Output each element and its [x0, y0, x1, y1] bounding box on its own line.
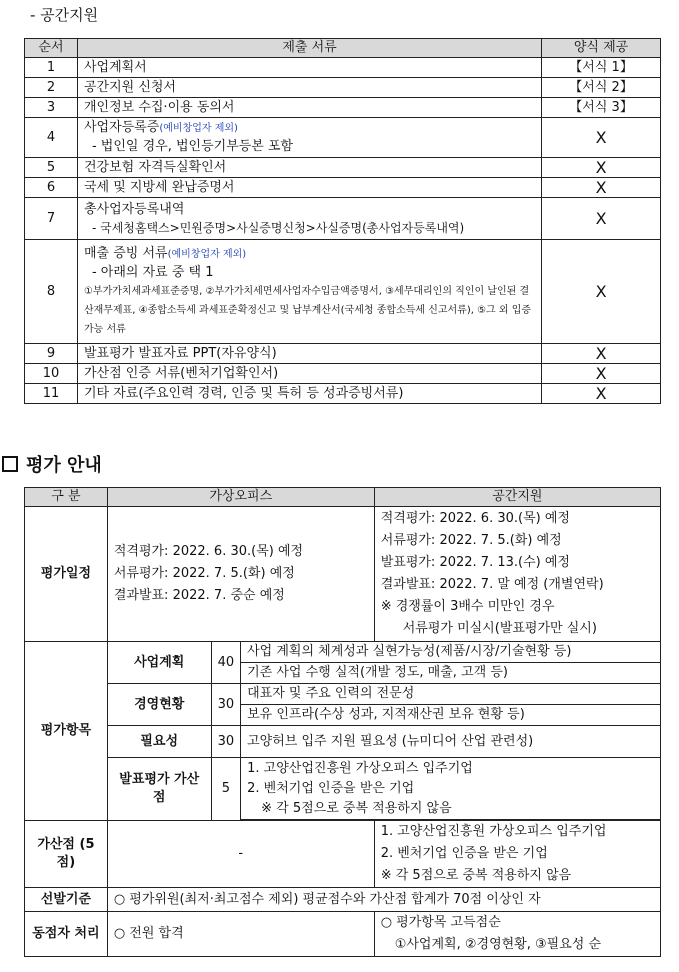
table-row: [25, 344, 661, 364]
item-name: 사업계획: [107, 642, 211, 684]
eval-section-heading: [2, 451, 102, 477]
header-space-support: 공간지원: [374, 488, 660, 507]
row-document: 국세 및 지방세 완납증명서: [77, 178, 541, 198]
doc-note: (예비창업자 제외): [159, 123, 238, 134]
table-row: [25, 178, 661, 198]
row-document: 공간지원 신청서: [77, 78, 541, 98]
table-row: [25, 158, 661, 178]
schedule-label: 평가일정: [25, 507, 108, 642]
header-order: 순서: [25, 39, 78, 58]
item-name: 발표평가 가산점: [107, 758, 211, 821]
item-desc: 사업 계획의 체계성과 실현가능성(제품/시장/기술현황 등): [241, 642, 661, 663]
header-form: 양식 제공: [542, 39, 661, 58]
item-desc-line: 2. 벤처기업 인증을 받은 기업: [247, 780, 415, 796]
row-document: 기타 자료(주요인력 경력, 인증 및 특허 등 성과증빙서류): [77, 384, 541, 404]
item-desc: 보유 인프라(수상 성과, 지적재산권 보유 현황 등): [241, 705, 661, 726]
bonus-label: 가산점 (5점): [25, 821, 108, 888]
table-row: [25, 118, 661, 158]
virtual-schedule: [107, 507, 374, 642]
row-document: 사업계획서: [77, 58, 541, 78]
row-document: 건강보험 자격득실확인서: [77, 158, 541, 178]
header-category: 구 분: [25, 488, 108, 507]
checkbox-square-icon: [2, 456, 18, 472]
table-row: [25, 364, 661, 384]
row-number: 4: [25, 118, 78, 158]
row-form: X: [542, 158, 661, 178]
evaluation-table: [24, 487, 661, 957]
row-number: 11: [25, 384, 78, 404]
tie-line: ①사업계획, ②경영현황, ③필요성 순: [394, 937, 602, 952]
row-form: X: [542, 118, 661, 158]
schedule-line: 서류평가: 2022. 7. 5.(화) 예정: [380, 533, 562, 548]
header-document: 제출 서류: [77, 39, 541, 58]
items-label: 평가항목: [25, 642, 108, 821]
table-header-row: [25, 39, 661, 58]
item-desc: [241, 758, 661, 820]
item-score: 40: [211, 642, 241, 684]
item-desc-line: 1. 고양산업진흥원 가상오피스 입주기업: [247, 760, 473, 776]
criteria-label: 선발기준: [25, 888, 108, 912]
item-name: 필요성: [107, 726, 211, 758]
table-row: [25, 78, 661, 98]
doc-name: 총사업자등록내역: [83, 201, 185, 217]
schedule-line: 서류평가 미실시(발표평가만 실시): [402, 621, 597, 636]
table-row: [25, 98, 661, 118]
item-score: 30: [211, 726, 241, 758]
item-score: 30: [211, 684, 241, 726]
row-document: [77, 198, 541, 240]
bonus-line: 2. 벤처기업 인증을 받은 기업: [380, 846, 548, 861]
item-desc: 기존 사업 수행 실적(개발 정도, 매출, 고객 등): [241, 663, 661, 684]
criteria-text: ○ 평가위원(최저·최고점수 제외) 평균점수와 가산점 합계가 70점 이상인 자: [107, 888, 660, 912]
item-row: [25, 684, 661, 705]
virtual-bonus: -: [107, 821, 374, 888]
tie-label: 동점자 처리: [25, 912, 108, 957]
row-number: 7: [25, 198, 78, 240]
row-form: X: [542, 344, 661, 364]
virtual-tie: ○ 전원 합격: [107, 912, 374, 957]
schedule-line: 발표평가: 2022. 7. 13.(수) 예정: [380, 555, 570, 570]
row-document: [77, 118, 541, 158]
bonus-row: [25, 821, 661, 888]
row-number: 8: [25, 240, 78, 344]
table-row: [25, 240, 661, 344]
row-number: 1: [25, 58, 78, 78]
row-form: X: [542, 240, 661, 344]
row-number: 3: [25, 98, 78, 118]
row-document: 가산점 인증 서류(벤처기업확인서): [77, 364, 541, 384]
table-row: [25, 198, 661, 240]
row-number: 2: [25, 78, 78, 98]
item-row: [25, 726, 661, 758]
space-schedule: [374, 507, 660, 642]
schedule-row: [25, 507, 661, 642]
row-form: X: [542, 198, 661, 240]
space-tie: [374, 912, 660, 957]
row-document: [77, 240, 541, 344]
item-row: [25, 758, 661, 820]
table-row: [25, 58, 661, 78]
item-desc: 대표자 및 주요 인력의 전문성: [241, 684, 661, 705]
row-document: 발표평가 발표자료 PPT(자유양식): [77, 344, 541, 364]
item-row: [25, 642, 661, 663]
tie-line: ○ 평가항목 고득점순: [380, 915, 501, 930]
section-title: - 공간지원: [30, 6, 99, 24]
table-header-row: [25, 488, 661, 507]
schedule-line: 적격평가: 2022. 6. 30.(목) 예정: [380, 511, 570, 526]
item-score: 5: [211, 758, 241, 821]
row-document: 개인정보 수집·이용 동의서: [77, 98, 541, 118]
row-form: X: [542, 178, 661, 198]
criteria-row: [25, 888, 661, 912]
space-bonus: [374, 821, 660, 888]
tie-row: [25, 912, 661, 957]
eval-title: 평가 안내: [26, 455, 102, 476]
header-virtual-office: 가상오피스: [107, 488, 374, 507]
row-number: 6: [25, 178, 78, 198]
row-form: 【서식 2】: [542, 78, 661, 98]
schedule-line: 결과발표: 2022. 7. 중순 예정: [113, 588, 285, 603]
item-desc-line: ※ 각 5점으로 중복 적용하지 않음: [261, 800, 452, 816]
row-form: 【서식 1】: [542, 58, 661, 78]
item-name: 경영현황: [107, 684, 211, 726]
doc-note: (예비창업자 제외): [167, 248, 247, 260]
schedule-line: 서류평가: 2022. 7. 5.(화) 예정: [113, 566, 295, 581]
doc-sub: - 법인일 경우, 법인등기부등본 포함: [91, 139, 294, 154]
row-number: 9: [25, 344, 78, 364]
row-number: 5: [25, 158, 78, 178]
doc-sub: - 아래의 자료 중 택 1: [91, 264, 214, 280]
schedule-line: 적격평가: 2022. 6. 30.(목) 예정: [113, 544, 304, 559]
row-form: X: [542, 364, 661, 384]
doc-name: 사업자등록증: [83, 120, 160, 135]
doc-name: 매출 증빙 서류: [83, 245, 168, 261]
schedule-line: 결과발표: 2022. 7. 말 예정 (개별연락): [380, 577, 604, 592]
bonus-line: 1. 고양산업진흥원 가상오피스 입주기업: [380, 824, 607, 839]
doc-detail: ①부가가치세과세표준증명, ②부가가치세면세사업자수입금액증명서, ③세무대리인의 직인이 날인된 결산재무제표, ④종합소득세 과세표준확정신고 및 납부계산서(국세청 종합소득세 신고서류), ⑤그 외 입증 가능 서류: [83, 285, 532, 335]
bonus-line: ※ 각 5점으로 중복 적용하지 않음: [380, 868, 572, 883]
schedule-line: ※ 경쟁률이 3배수 미만인 경우: [380, 599, 555, 614]
row-number: 10: [25, 364, 78, 384]
item-desc: 고양허브 입주 지원 필요성 (뉴미디어 산업 관련성): [241, 726, 661, 758]
submission-documents-table: [24, 38, 661, 404]
doc-sub: - 국세청홈택스>민원증명>사실증명신청>사실증명(총사업자등록내역): [91, 220, 465, 235]
row-form: X: [542, 384, 661, 404]
table-row: [25, 384, 661, 404]
row-form: 【서식 3】: [542, 98, 661, 118]
